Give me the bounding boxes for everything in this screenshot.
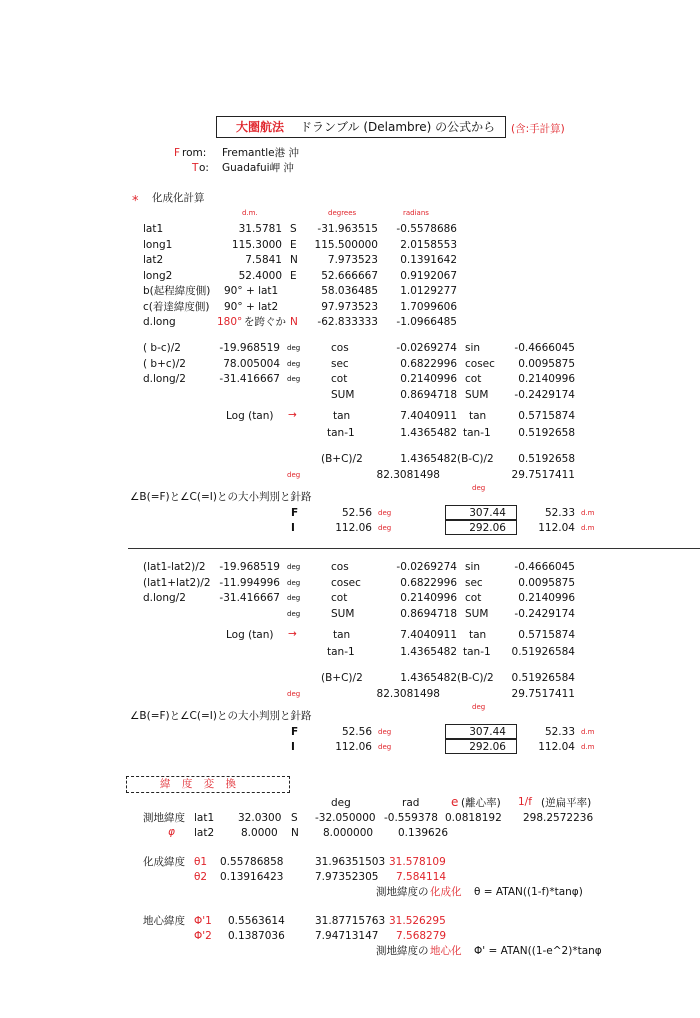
title-note: (含:手計算): [511, 123, 565, 135]
func-1: SUM: [331, 388, 355, 401]
row-deg: 52.666667: [321, 269, 378, 282]
calc-label: d.long/2: [143, 373, 186, 385]
row-deg: 58.036485: [321, 285, 378, 297]
tan-value-1: 1.4365482: [400, 646, 457, 658]
row-label: lat2: [143, 254, 164, 266]
conv-col-e-label: (離心率): [461, 797, 501, 809]
lat2-label: lat2: [194, 827, 215, 839]
func-2: cot: [465, 373, 482, 385]
calc-unit: deg: [287, 375, 301, 383]
tan-value-1: 7.4040911: [400, 410, 457, 422]
course-unit-I: deg: [378, 743, 392, 751]
conv-col-f-label: (逆扁平率): [541, 797, 592, 809]
note1-formula: θ = ATAN((1-f)*tanφ): [474, 886, 583, 898]
row-rad: 1.0129277: [400, 285, 457, 297]
col-deg: deg: [472, 703, 486, 711]
deg-unit: deg: [287, 690, 301, 698]
tan-func-1: tan-1: [327, 427, 355, 439]
course-value-I: 112.06: [335, 741, 372, 753]
func-1-value: 0.6822996: [400, 357, 457, 370]
course-unit-F: deg: [378, 728, 392, 736]
col-degrees: degrees: [328, 209, 357, 217]
func-1-value: 0.6822996: [400, 576, 457, 589]
course-box-value-F: 307.44: [469, 507, 506, 519]
bc-minus-label: (B-C)/2: [457, 672, 494, 684]
course-unit-F: deg: [378, 509, 392, 517]
calc-label: ( b-c)/2: [143, 342, 181, 354]
func-2-value: -0.2429174: [514, 607, 575, 620]
row-dm: 7.5841: [245, 254, 282, 266]
tan-func-2: tan: [469, 629, 487, 641]
calc-label: ( b+c)/2: [143, 357, 186, 370]
course-dm-unit-F: d.m: [581, 509, 595, 517]
geo-lat-label: 測地緯度: [143, 812, 185, 824]
tan-func-2: tan-1: [463, 646, 491, 658]
func-1: cosec: [331, 576, 361, 589]
lat1-value: 32.0300: [238, 812, 282, 824]
course-box-value-I: 292.06: [469, 741, 506, 753]
course-dm-unit-I: d.m: [581, 524, 595, 532]
lat2-value: 8.0000: [241, 827, 278, 839]
bc-minus-label: (B-C)/2: [457, 453, 494, 465]
func-1: cot: [331, 592, 348, 604]
phi2-label: Φ'2: [194, 930, 212, 942]
func-2-value: -0.2429174: [514, 388, 575, 401]
course-label-I: I: [291, 522, 295, 534]
theta1-deg: 31.96351503: [315, 856, 386, 868]
dlong-hem: N: [290, 316, 298, 328]
row-label: lat1: [143, 223, 164, 235]
func-2-value: 0.0095875: [518, 357, 575, 370]
func-1-value: -0.0269274: [396, 561, 457, 573]
from-value: Fremantle港 沖: [222, 147, 299, 159]
course-label-F: F: [291, 726, 299, 738]
conv-col-f: 1/f: [518, 796, 532, 808]
func-2-value: -0.4666045: [514, 561, 575, 573]
conv-col-e: e: [451, 795, 459, 809]
deg-value-2: 29.7517411: [511, 469, 575, 481]
dlong-180: 180°: [217, 316, 243, 328]
row-label: long1: [143, 238, 173, 251]
arrow-icon: →: [288, 628, 297, 640]
conv-col-deg: deg: [331, 797, 351, 809]
calc-value: -19.968519: [219, 342, 280, 354]
course-value-F: 52.56: [341, 507, 372, 519]
note2-formula: Φ' = ATAN((1-e^2)*tanφ: [474, 945, 602, 957]
bc-minus-value: 0.5192658: [518, 453, 575, 465]
tan-value-2: 0.5715874: [518, 629, 575, 641]
to-label-initial: T: [192, 162, 199, 174]
func-2: sec: [465, 576, 483, 589]
course-label-I: I: [291, 741, 295, 753]
calc-value: -31.416667: [219, 592, 280, 604]
lat2-deg: 8.000000: [323, 827, 374, 839]
to-label: o:: [199, 162, 209, 174]
row-rad: 1.7099606: [400, 300, 457, 313]
row-rad: 2.0158553: [400, 238, 457, 251]
calc-value: 78.005004: [223, 357, 280, 370]
row-hem: E: [290, 238, 297, 251]
course-dm-F: 52.33: [544, 726, 575, 738]
bc-minus-value: 0.51926584: [511, 672, 575, 684]
calc-value: -19.968519: [219, 561, 280, 573]
func-1: cot: [331, 373, 348, 385]
deg-value-1: 82.3081498: [376, 469, 440, 481]
tan-value-2: 0.5715874: [518, 410, 575, 422]
func-2-value: 0.2140996: [518, 592, 575, 604]
theta2-deg: 7.97352305: [315, 871, 379, 883]
lat2-hem: N: [291, 827, 299, 839]
tan-value-2: 0.51926584: [511, 646, 575, 658]
geocentric-lat-label: 地心緯度: [143, 915, 185, 927]
func-2-value: -0.4666045: [514, 342, 575, 354]
row-label: c(着達緯度側): [143, 300, 210, 313]
section-heading: 化成化計算: [152, 192, 205, 204]
course-dm-I: 112.04: [538, 522, 575, 534]
calc-unit: deg: [287, 359, 301, 368]
dlong-text: を跨ぐか: [244, 316, 286, 328]
judge-heading: ∠B(=F)と∠C(=I)との大小判別と針路: [130, 491, 312, 503]
col-deg: deg: [472, 484, 486, 492]
phi1-deg: 31.87715763: [315, 915, 386, 927]
func-2: cosec: [465, 357, 495, 370]
calc-unit: deg: [287, 563, 301, 571]
course-value-F: 52.56: [341, 726, 372, 738]
course-dm-I: 112.04: [538, 741, 575, 753]
col-dm: d.m.: [242, 209, 258, 217]
func-1-value: 0.8694718: [400, 607, 457, 620]
row-dm: 90° + lat1: [224, 285, 279, 297]
judge-heading: ∠B(=F)と∠C(=I)との大小判別と針路: [130, 710, 312, 722]
row-label: b(起程緯度側): [143, 285, 211, 297]
row-dm: 52.4000: [238, 269, 282, 282]
func-1-value: 0.8694718: [400, 388, 457, 401]
row-label: long2: [143, 269, 173, 282]
tan-value-2: 0.5192658: [518, 427, 575, 439]
func-2: SUM: [465, 607, 489, 620]
note2-prefix: 測地緯度の: [376, 945, 429, 957]
calc-unit: deg: [287, 609, 301, 618]
course-dm-unit-I: d.m: [581, 743, 595, 751]
arrow-icon: →: [288, 409, 297, 421]
phi2-dm: 7.568279: [396, 930, 447, 942]
lat1-rad: -0.559378: [384, 812, 438, 824]
theta1-label: θ1: [194, 856, 208, 868]
func-1: SUM: [331, 607, 355, 620]
tan-func-1: tan: [333, 629, 351, 641]
title-red: 大圏航法: [236, 120, 285, 134]
row-dm: 90° + lat2: [224, 300, 279, 313]
bc-plus-value: 1.4365482: [400, 672, 457, 684]
lat1-hem: S: [291, 812, 298, 824]
conversion-heading: 緯 度 変 換: [160, 778, 241, 790]
row-dm: 31.5781: [238, 223, 282, 235]
theta2-label: θ2: [194, 871, 208, 883]
divider-line: [128, 548, 700, 549]
calc-unit: deg: [287, 578, 301, 587]
row-hem: E: [290, 269, 297, 282]
tan-value-1: 7.4040911: [400, 629, 457, 641]
page-title: ドランブル (Delambre) の公式から: [300, 120, 496, 134]
note2-red: 地心化: [430, 945, 462, 957]
lat1-deg: -32.050000: [315, 812, 376, 824]
func-2: sin: [465, 561, 481, 573]
func-1: cos: [331, 342, 349, 354]
func-2: SUM: [465, 388, 489, 401]
from-label: rom:: [182, 147, 207, 159]
log-label: Log (tan): [226, 629, 274, 641]
row-deg: 115.500000: [314, 238, 378, 251]
tan-func-2: tan-1: [463, 427, 491, 439]
row-deg: -31.963515: [317, 223, 378, 235]
from-label-initial: F: [174, 147, 181, 159]
deg-value-2: 29.7517411: [511, 688, 575, 700]
f-value: 298.2572236: [523, 812, 594, 824]
tan-func-1: tan: [333, 410, 351, 422]
lat1-label: lat1: [194, 812, 215, 824]
course-dm-F: 52.33: [544, 507, 575, 519]
tan-value-1: 1.4365482: [400, 427, 457, 439]
tan-func-1: tan-1: [327, 646, 355, 658]
row-rad: 0.1391642: [400, 254, 457, 266]
star-mark: *: [132, 194, 139, 209]
phi1-label: Φ'1: [194, 915, 212, 927]
calc-unit: deg: [287, 594, 301, 602]
func-1-value: 0.2140996: [400, 592, 457, 604]
func-1-value: -0.0269274: [396, 342, 457, 354]
bc-plus-label: (B+C)/2: [321, 672, 363, 684]
course-box-value-F: 307.44: [469, 726, 506, 738]
calc-label: d.long/2: [143, 592, 186, 604]
row-rad: -0.5578686: [396, 223, 457, 235]
row-dm: 115.3000: [231, 238, 282, 251]
func-1-value: 0.2140996: [400, 373, 457, 385]
phi1-dm: 31.526295: [389, 915, 446, 927]
col-radians: radians: [403, 209, 429, 217]
lat2-rad: 0.139626: [398, 827, 449, 839]
note1-prefix: 測地緯度の: [376, 886, 429, 898]
theta2-dm: 7.584114: [396, 871, 447, 883]
row-rad: 0.9192067: [400, 269, 457, 282]
calc-label: (lat1-lat2)/2: [143, 561, 206, 573]
bc-plus-label: (B+C)/2: [321, 453, 363, 465]
course-label-F: F: [291, 507, 299, 519]
row-hem: S: [290, 223, 297, 235]
row-hem: N: [290, 254, 298, 266]
func-2-value: 0.2140996: [518, 373, 575, 385]
reduced-lat-label: 化成緯度: [143, 856, 185, 868]
calc-unit: deg: [287, 344, 301, 352]
note1-red: 化成化: [430, 886, 462, 898]
course-box-value-I: 292.06: [469, 522, 506, 534]
dlong-label: d.long: [143, 316, 176, 328]
course-value-I: 112.06: [335, 522, 372, 534]
conv-col-rad: rad: [402, 797, 420, 809]
course-unit-I: deg: [378, 524, 392, 532]
row-deg: 7.973523: [327, 254, 378, 266]
tan-func-2: tan: [469, 410, 487, 422]
func-1: cos: [331, 561, 349, 573]
calc-value: -31.416667: [219, 373, 280, 385]
bc-plus-value: 1.4365482: [400, 453, 457, 465]
calc-value: -11.994996: [219, 576, 280, 589]
deg-value-1: 82.3081498: [376, 688, 440, 700]
theta1-value: 0.55786858: [220, 856, 284, 868]
phi-symbol: φ: [168, 826, 175, 838]
log-label: Log (tan): [226, 410, 274, 422]
dlong-rad: -1.0966485: [396, 316, 457, 328]
func-1: sec: [331, 357, 349, 370]
to-value: Guadafui岬 沖: [222, 162, 294, 174]
calc-label: (lat1+lat2)/2: [143, 576, 211, 589]
phi2-value: 0.1387036: [228, 930, 285, 942]
theta1-dm: 31.578109: [389, 856, 446, 868]
func-2-value: 0.0095875: [518, 576, 575, 589]
func-2: cot: [465, 592, 482, 604]
phi1-value: 0.5563614: [228, 915, 285, 927]
dlong-deg: -62.833333: [317, 316, 378, 328]
func-2: sin: [465, 342, 481, 354]
row-deg: 97.973523: [321, 300, 378, 313]
deg-unit: deg: [287, 471, 301, 479]
course-dm-unit-F: d.m: [581, 728, 595, 736]
theta2-value: 0.13916423: [220, 871, 284, 883]
phi2-deg: 7.94713147: [315, 930, 379, 942]
e-value: 0.0818192: [445, 812, 502, 824]
